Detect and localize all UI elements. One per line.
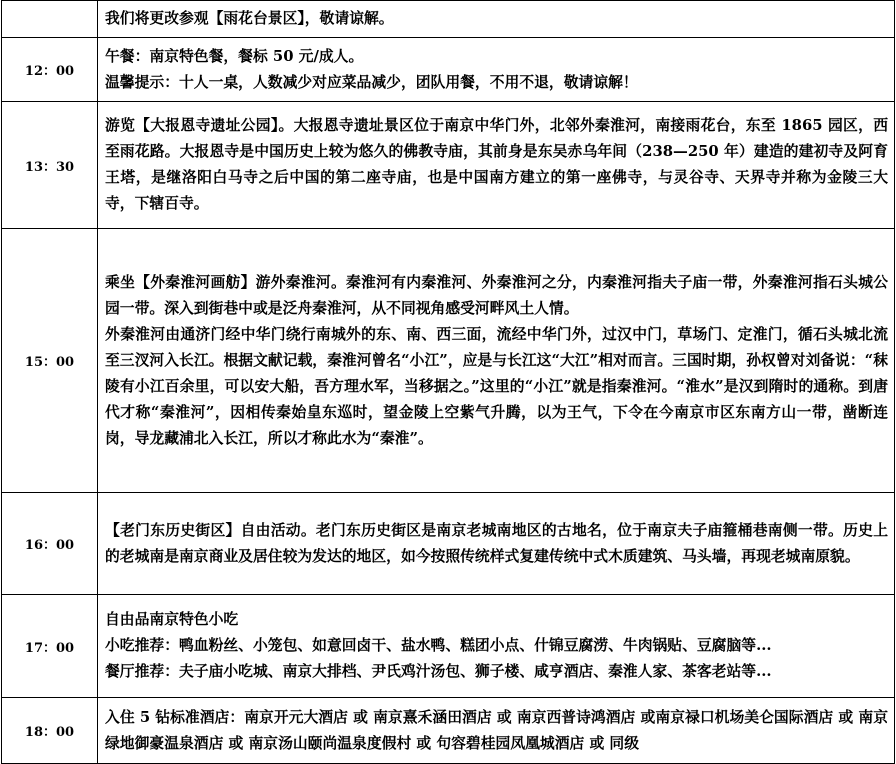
itinerary-row [2, 102, 895, 229]
paragraph: 餐厅推荐：夫子庙小吃城、南京大排档、尹氏鸡汁汤包、狮子楼、咸亨酒店、秦淮人家、茶客老站等... [105, 663, 772, 680]
description-cell [98, 38, 895, 102]
time-cell: 12：00 [2, 38, 98, 102]
paragraph: 小吃推荐：鸭血粉丝、小笼包、如意回卤干、盐水鸭、糕团小点、什锦豆腐涝、牛肉锅贴、豆腐脑等... [105, 637, 772, 654]
time-cell: 16：00 [2, 493, 98, 595]
time-cell: 17：00 [2, 595, 98, 698]
itinerary-row [2, 1, 895, 38]
paragraph: 入住 5 钻标准酒店：南京开元大酒店 或 南京熹禾涵田酒店 或 南京西普诗鸿酒店 或南京禄口机场美仑国际酒店 或 南京绿地御豪温泉酒店 或 南京汤山颐尚温泉度假村 或 句容碧桂园凤凰城酒店 或 同级 [105, 708, 888, 752]
paragraph: 午餐：南京特色餐，餐标 50 元/成人。 [105, 47, 364, 65]
paragraph: 自由品南京特色小吃 [105, 611, 239, 628]
description-cell [98, 1, 895, 38]
paragraph: 温馨提示：十人一桌，人数减少对应菜品减少，团队用餐，不用不退，敬请谅解！ [105, 73, 638, 91]
description-cell [98, 493, 895, 595]
description-cell [98, 698, 895, 764]
time-cell: 15：00 [2, 229, 98, 493]
itinerary-row [2, 229, 895, 493]
description-cell [98, 102, 895, 229]
time-cell [2, 1, 98, 38]
itinerary-row [2, 38, 895, 102]
description-cell [98, 229, 895, 493]
paragraph: 外秦淮河由通济门经中华门绕行南城外的东、南、西三面，流经中华门外，过汉中门，草场门、定淮门，循石头城北流至三汊河入长江。根据文献记载，秦淮河曾名“小江”，应是与长江这“大江”相对而言。三国时期，孙权曾对刘备说：“秣陵有小江百余里，可以安大船，吾方理水军，当移据之。”这里的“小江”就是指秦淮河。“淮水”是汉到隋时的通称。到唐代才称“秦淮河”，因相传秦始皇东巡时，望金陵上空紫气升腾，以为王气，下令在今南京市区东南方山一带，凿断连岗，导龙藏浦北入长江，所以才称此水为“秦淮”。 [105, 325, 888, 447]
itinerary-row [2, 595, 895, 698]
paragraph: 【老门东历史街区】自由活动。老门东历史街区是南京老城南地区的古地名，位于南京夫子庙箍桶巷南侧一带。历史上的老城南是南京商业及居住较为发达的地区，如今按照传统样式复建传统中式木质建筑、马头墙，再现老城南原貌。 [105, 521, 888, 565]
itinerary-row [2, 493, 895, 595]
time-cell: 18：00 [2, 698, 98, 764]
paragraph: 乘坐【外秦淮河画舫】游外秦淮河。秦淮河有内秦淮河、外秦淮河之分，内秦淮河指夫子庙一带，外秦淮河指石头城公园一带。深入到街巷中或是泛舟秦淮河，从不同视角感受河畔风土人情。 [105, 273, 888, 317]
description-cell [98, 595, 895, 698]
paragraph: 游览【大报恩寺遗址公园】。大报恩寺遗址景区位于南京中华门外，北邻外秦淮河，南接雨花台，东至 1865 园区，西至雨花路。大报恩寺是中国历史上较为悠久的佛教寺庙，其前身是东吴赤乌年间（238—250 年）建造的建初寺及阿育王塔，是继洛阳白马寺之后中国的第二座寺庙，也是中国南方建立的第一座佛寺，与灵谷寺、天界寺并称为金陵三大寺，下辖百寺。 [105, 117, 888, 212]
time-cell: 13：30 [2, 102, 98, 229]
paragraph: 我们将更改参观【雨花台景区】，敬请谅解。 [105, 10, 394, 27]
itinerary-table [1, 0, 895, 764]
itinerary-row [2, 698, 895, 764]
